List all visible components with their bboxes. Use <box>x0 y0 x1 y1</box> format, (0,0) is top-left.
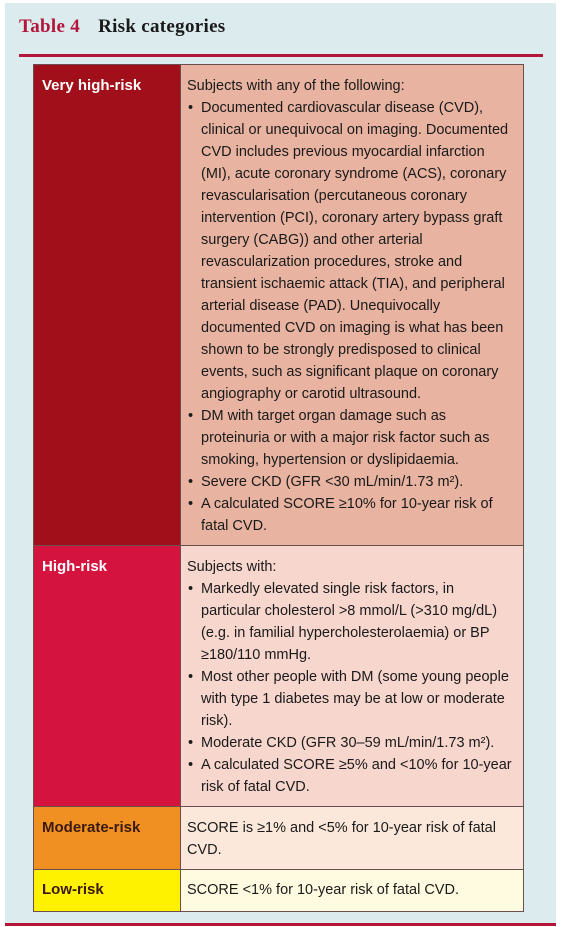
criteria-item-text: Severe CKD (GFR <30 mL/min/1.73 m²). <box>201 474 464 490</box>
table-row-moderate-risk <box>34 807 524 870</box>
table-caption <box>19 16 226 38</box>
criteria-intro: Subjects with: <box>187 559 277 575</box>
category-label-very-high-risk: Very high-risk <box>34 65 181 546</box>
risk-categories-table <box>33 64 524 912</box>
table-row-low-risk <box>34 870 524 912</box>
criteria-item <box>187 732 517 754</box>
table-title: Risk categories <box>98 16 226 37</box>
criteria-item-text: A calculated SCORE ≥10% for 10-year risk of fatal CVD. <box>201 496 493 534</box>
criteria-item <box>187 578 517 666</box>
bullet-icon: • <box>188 474 194 490</box>
criteria-item-text: Markedly elevated single risk factors, in particular cholesterol >8 mmol/L (>310 mg/dL) (e.g. in familial hypercholesterolaemia) or BP ≥180/110 mmHg. <box>201 581 498 663</box>
criteria-item <box>187 471 517 493</box>
bullet-icon: • <box>188 669 194 685</box>
criteria-item <box>187 666 517 732</box>
bullet-icon: • <box>188 757 194 773</box>
table-row-very-high-risk <box>34 65 524 546</box>
category-criteria-low-risk: SCORE <1% for 10-year risk of fatal CVD. <box>181 870 524 912</box>
criteria-item <box>187 754 517 798</box>
category-label-high-risk: High-risk <box>34 546 181 807</box>
bullet-icon: • <box>188 408 194 424</box>
bullet-icon: • <box>188 581 194 597</box>
criteria-item-text: Documented cardiovascular disease (CVD), clinical or unequivocal on imaging. Documented CVD includes previous myocardial infarction (MI), acute coronary syndrome (ACS), coronary revascularisation (percutaneous coronary intervention (PCI), coronary artery bypass graft surgery (CABG)) and other arterial revascularization procedures, stroke and transient ischaemic attack (TIA), and peripheral arterial disease (PAD). Unequivocally documented CVD on imaging is what has been shown to be strongly predisposed to clinical events, such as significant plaque on coronary angiography or carotid ultrasound. <box>201 100 509 402</box>
criteria-item-text: Moderate CKD (GFR 30–59 mL/min/1.73 m²). <box>201 735 495 751</box>
category-criteria-moderate-risk: SCORE is ≥1% and <5% for 10-year risk of fatal CVD. <box>181 807 524 870</box>
criteria-item <box>187 97 517 405</box>
bullet-icon: • <box>188 100 194 116</box>
category-criteria-high-risk <box>181 546 524 807</box>
criteria-item-text: Most other people with DM (some young people with type 1 diabetes may be at low or moderate risk). <box>201 669 509 729</box>
table-number: Table 4 <box>19 16 81 37</box>
criteria-item <box>187 493 517 537</box>
criteria-list <box>187 578 517 798</box>
criteria-item-text: DM with target organ damage such as proteinuria or with a major risk factor such as smoking, hypertension or dyslipidaemia. <box>201 408 490 468</box>
category-label-moderate-risk: Moderate-risk <box>34 807 181 870</box>
criteria-item-text: A calculated SCORE ≥5% and <10% for 10-year risk of fatal CVD. <box>201 757 512 795</box>
category-criteria-very-high-risk <box>181 65 524 546</box>
caption-divider <box>19 54 543 57</box>
bullet-icon: • <box>188 496 194 512</box>
criteria-intro: Subjects with any of the following: <box>187 78 405 94</box>
criteria-list <box>187 97 517 537</box>
category-label-low-risk: Low-risk <box>34 870 181 912</box>
criteria-item <box>187 405 517 471</box>
bullet-icon: • <box>188 735 194 751</box>
table-row-high-risk <box>34 546 524 807</box>
